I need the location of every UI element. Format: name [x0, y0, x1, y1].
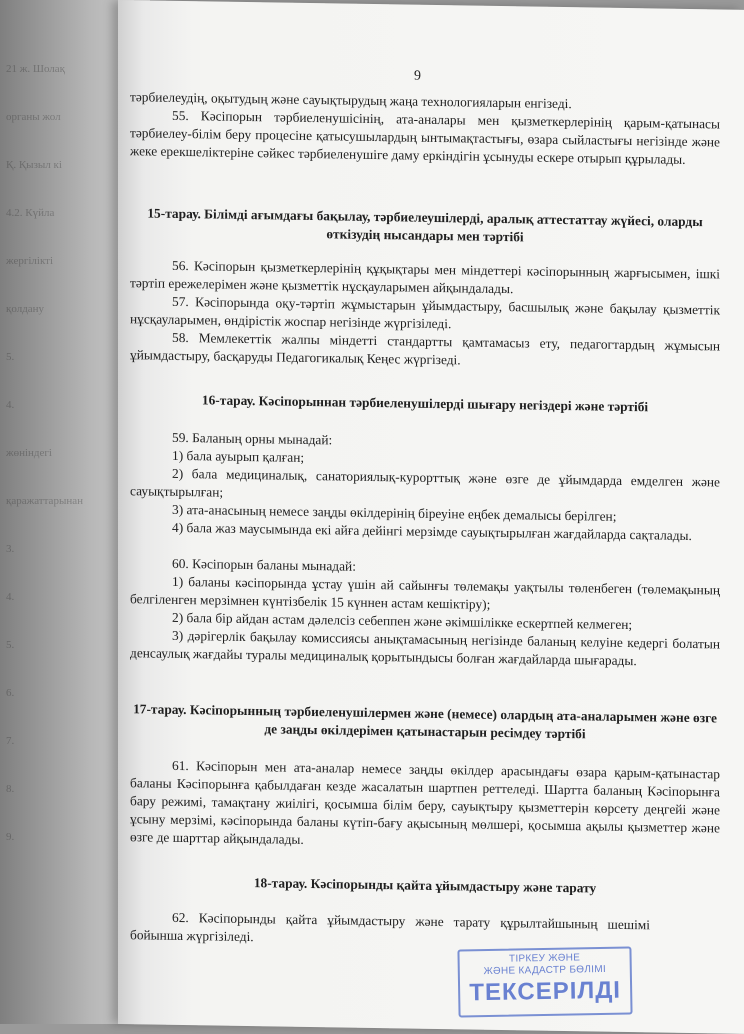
page-content — [118, 0, 744, 1034]
verification-stamp — [457, 946, 632, 1017]
section-16-title: 16-тарау. Кәсіпорыннан тәрбиеленушілерді шығару негіздері және тәртібі — [201, 392, 649, 415]
stamp-line-1: ТІРКЕУ ЖӘНЕ — [508, 952, 581, 965]
list-item: 2) бала медициналық, санаториялық-курорттық және өзге де ұйымдарда емделген және сауықтырылған; — [130, 465, 720, 500]
ghost-line: 7. — [6, 735, 15, 747]
stamp-verified-text: ТЕКСЕРІЛДІ — [469, 976, 622, 1007]
paragraph-56: 56. Кәсіпорын қызметкерлерінің құқықтары мен міндеттері кәсіпорынның жарғысымен, ішкі тәртіп ережелерімен және қызметтік нұсқауларымен айқындалады. — [130, 257, 720, 297]
list-item: 4) бала жаз маусымында екі айға дейінгі мерзімде сауықтырылған жағдайларда сақталады. — [172, 519, 692, 544]
ghost-line: 3. — [6, 543, 15, 555]
paragraph-59: 59. Баланың орны мынадай: — [172, 429, 333, 448]
ghost-line: 21 ж. Шолақ — [6, 63, 66, 75]
section-18-title: 18-тарау. Кәсіпорынды қайта ұйымдастыру және тарату — [253, 875, 597, 896]
ghost-line: жөніндегі — [6, 447, 52, 459]
paragraph-58: 58. Мемлекеттік жалпы міндетті стандартты қамтамасыз ету, педагогтардың жұмысын ұйымдастыру, басқаруды Педагогикалық Кеңес жүргізеді. — [130, 329, 720, 368]
section-17-title: 17-тарау. Кәсіпорынның тәрбиеленушілермен және (немесе) олардың ата-аналарымен және өзге де заңды өкілдерімен қатынастарын ресімдеу тәртібі — [133, 701, 717, 742]
ghost-line: қаражаттарынан — [6, 495, 83, 507]
list-item: 2) бала бір айдан астам дәлелсіз себеппен және әкімшілікке ескертпей келмеген; — [172, 609, 633, 633]
paragraph-55: 55. Кәсіпорын тәрбиеленушісінің, ата-аналары мен қызметкерлерінің қарым-қатынасы тәрбиелеу-білім беру процесіне қатысушылардың ынтымақтастығы, өзара сыйластығы негізінде және жеке ерекшеліктеріне сәйкес тәрбиеленушіге даму еркіндігін ұсынуды ескере отырып құрылады. — [130, 107, 720, 167]
ghost-line: Қ. Қызыл кі — [6, 159, 62, 171]
ghost-line: 6. — [6, 687, 15, 699]
paragraph-62: 62. Кәсіпорынды қайта ұйымдастыру және тарату құрылтайшының шешімі бойынша жүргізіледі. — [130, 909, 650, 945]
ghost-line: 4.2. Күйла — [6, 207, 55, 219]
section-15-title: 15-тарау. Білімді ағымдағы бақылау, тәрбиелеушілерді, аралық аттестаттау жүйесі, оларды өткізудің нысандары мен тәртібі — [147, 205, 703, 245]
ghost-line: жергілікті — [6, 255, 54, 267]
ghost-line: 4. — [6, 399, 15, 411]
stamp-line-2: ЖӘНЕ КАДАСТР БӨЛІМІ — [483, 963, 607, 978]
list-item: 3) ата-анасының немесе заңды өкілдерінің біреуіне еңбек демалысы берілген; — [172, 501, 617, 524]
ghost-line: 9. — [6, 831, 15, 843]
list-item: 1) баланы кәсіпорында ұстау үшін ай сайынғы төлемақы уақтылы төленбеген (төлемақының белгіленген мерзімнен күнтізбелік 15 күннен астам кешіктіру); — [130, 573, 720, 612]
document-page — [118, 0, 744, 1034]
ghost-line: 5. — [6, 351, 15, 363]
paragraph-61: 61. Кәсіпорын мен ата-аналар немесе заңды өкілдер арасындағы өзара қарым-қатынастар баланы Кәсіпорынға қабылдаған кезде жасалатын шартпен реттеледі. Шартта баланың Кәсіпорынға бару режимі, тамақтану жиілігі, қосымша білім беру, сауықтыру қызметтерін көрсету деңгейі және ұсыну мерзімі, кәсіпорында баланы күтіп-бағу ақысының мөлшері, қосымша ақылы қызметтер және өзге де шарттар айқындалады. — [130, 757, 720, 847]
ghost-line: қолдану — [6, 303, 45, 315]
page-number: 9 — [414, 68, 421, 84]
list-item: 3) дәрігерлік бақылау комиссиясы анықтамасының негізінде баланың келуіне кедергі болатын денсаулық жағдайы туралы медициналық қорытындысы болған жағдайларда шығарады. — [130, 627, 720, 669]
ghost-line: 5. — [6, 639, 15, 651]
ghost-line: органы жол — [6, 111, 61, 123]
ghost-line: 4. — [6, 591, 15, 603]
paragraph-60: 60. Кәсіпорын баланы мынадай: — [172, 555, 356, 574]
ghost-line: 8. — [6, 783, 15, 795]
paragraph-57: 57. Кәсіпорында оқу-тәртіп жұмыстарын ұйымдастыру, басшылық және бақылау қызметтік нұсқауларымен, өндірістік жоспар негізінде жүргізіледі. — [130, 293, 720, 332]
paragraph: тәрбиелеудің, оқытудың және сауықтырудың жаңа технологияларын енгізеді. — [130, 89, 572, 112]
list-item: 1) бала ауырып қалған; — [172, 447, 305, 465]
